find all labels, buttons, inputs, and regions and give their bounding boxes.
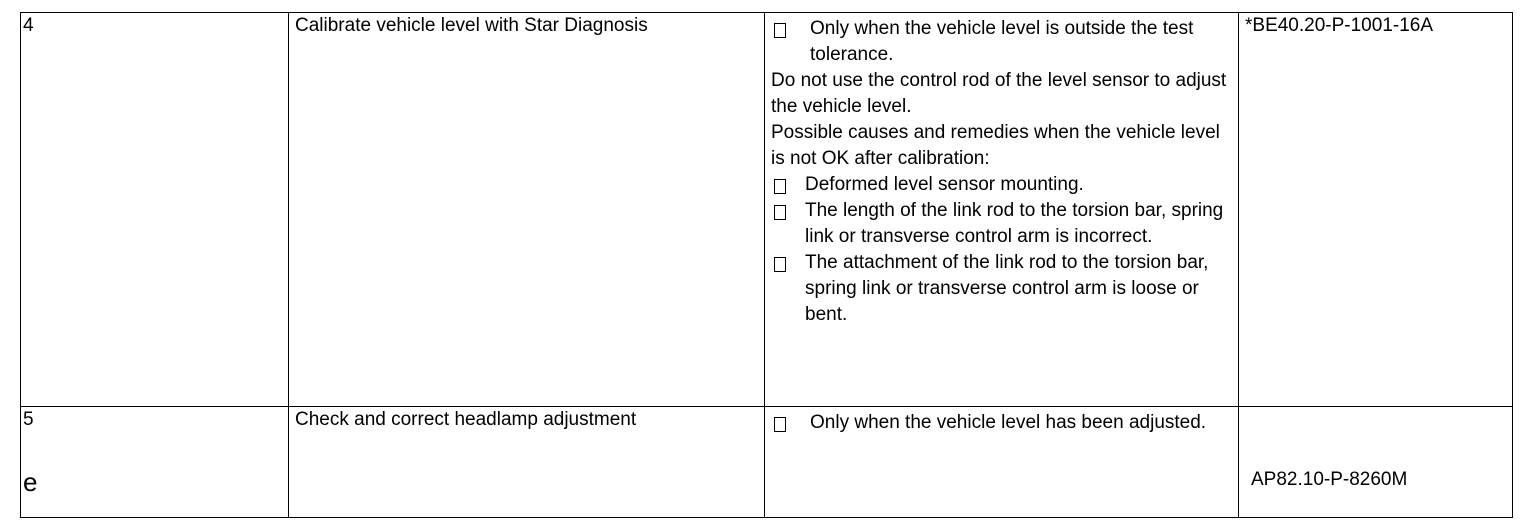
reference-link[interactable]: AP82.10-P-8260M xyxy=(1251,469,1408,490)
cause-item xyxy=(771,198,1238,250)
notes-cell xyxy=(765,407,1239,518)
reference-link[interactable]: *BE40.20-P-1001-16A xyxy=(1245,15,1434,36)
cause-text: Deformed level sensor mounting. xyxy=(805,174,1084,195)
table-row xyxy=(21,13,1513,407)
checkbox-bullet-icon xyxy=(774,205,786,220)
step-mark: e xyxy=(23,467,38,497)
note-paragraph: Possible causes and remedies when the vehicle level is not OK after calibration: xyxy=(771,122,1220,169)
step-number: 4 xyxy=(23,15,34,36)
cause-text: The length of the link rod to the torsion bar, spring link or transverse control arm is incorrect. xyxy=(805,200,1224,247)
step-cell xyxy=(21,13,289,407)
note-text: Only when the vehicle level has been adjusted. xyxy=(810,412,1207,433)
step-cell xyxy=(21,407,289,518)
cause-text: The attachment of the link rod to the torsion bar, spring link or transverse control arm is loose or bent. xyxy=(805,252,1209,325)
table-row xyxy=(21,407,1513,518)
procedure-table-container xyxy=(20,12,1513,518)
notes-block xyxy=(765,13,1238,328)
action-text: Calibrate vehicle level with Star Diagnosis xyxy=(295,15,648,36)
cause-item xyxy=(771,250,1238,328)
reference-cell xyxy=(1239,407,1513,518)
step-number: 5 xyxy=(23,409,34,430)
action-cell xyxy=(289,407,765,518)
notes-cell xyxy=(765,13,1239,407)
checkbox-bullet-icon xyxy=(774,417,786,432)
checkbox-bullet-icon xyxy=(774,179,786,194)
checkbox-bullet-icon xyxy=(774,257,786,272)
note-text: Only when the vehicle level is outside the test tolerance. xyxy=(810,18,1194,65)
action-text: Check and correct headlamp adjustment xyxy=(295,409,637,430)
note-bullet xyxy=(771,410,1238,436)
cause-item xyxy=(771,172,1238,198)
notes-block xyxy=(765,407,1238,436)
reference-cell xyxy=(1239,13,1513,407)
checkbox-bullet-icon xyxy=(774,23,786,38)
action-cell xyxy=(289,13,765,407)
note-bullet xyxy=(771,16,1238,68)
note-paragraph: Do not use the control rod of the level sensor to adjust the vehicle level. xyxy=(771,70,1227,117)
procedure-table xyxy=(20,12,1513,518)
